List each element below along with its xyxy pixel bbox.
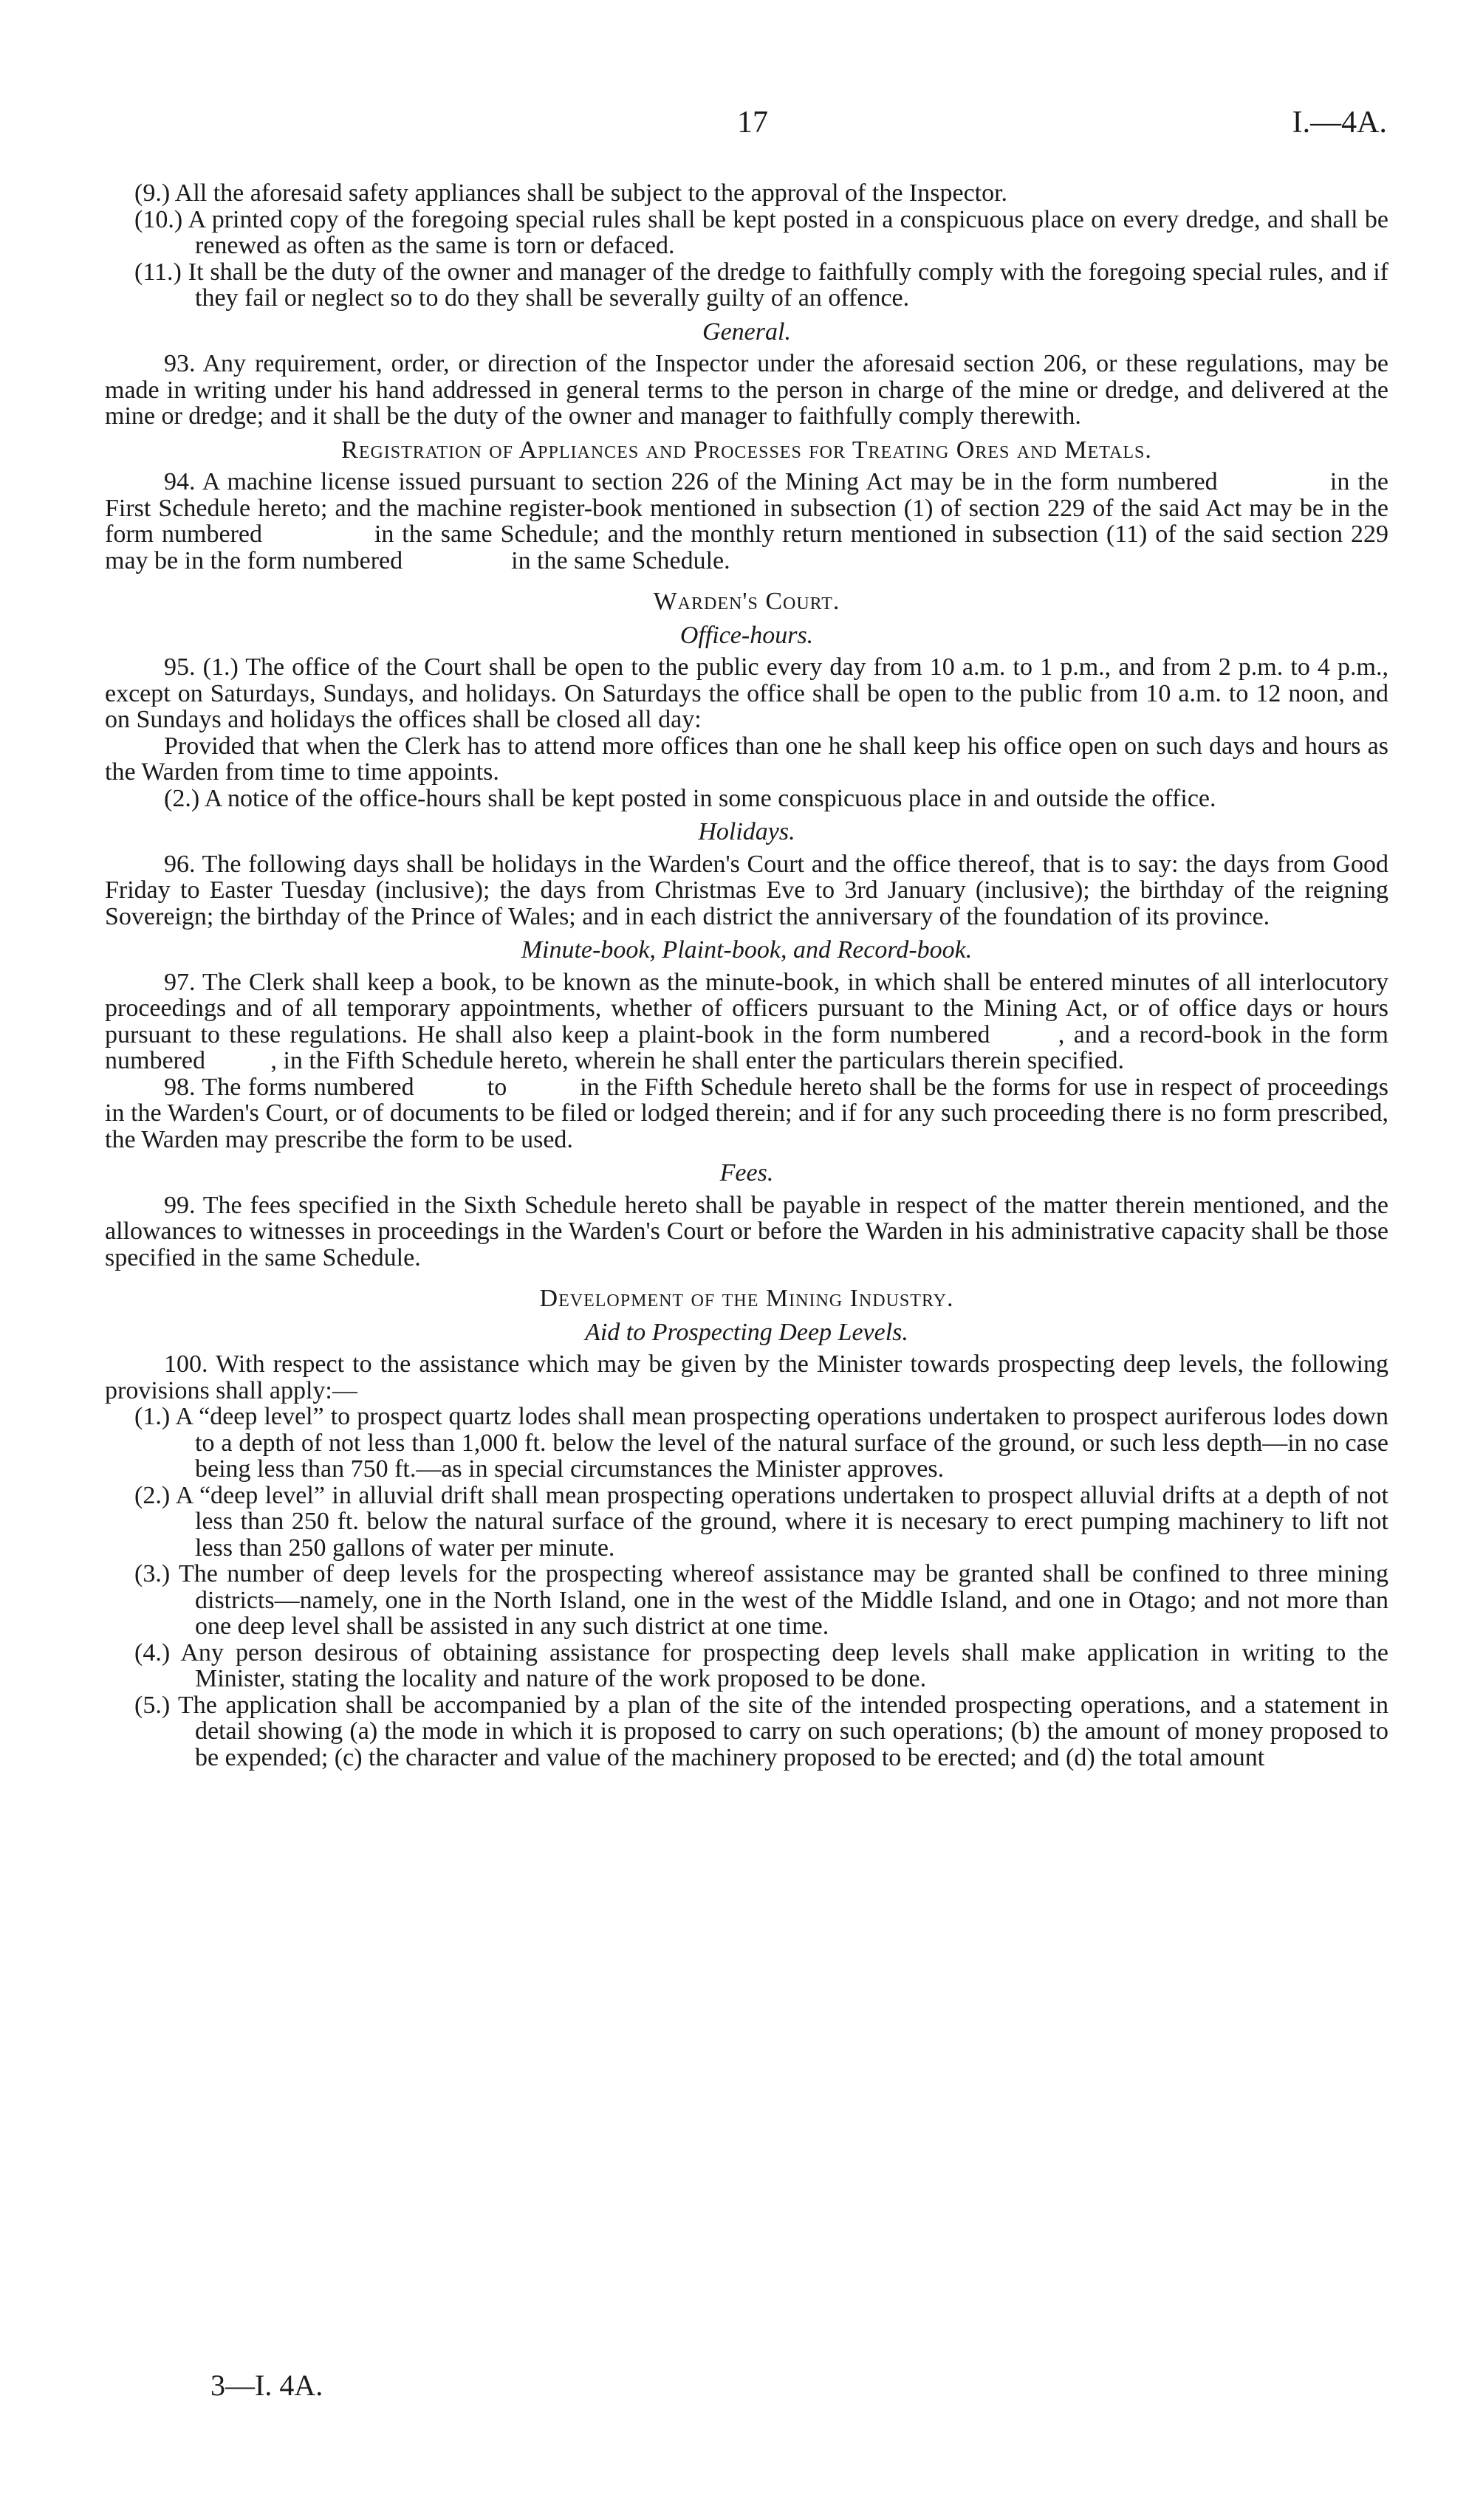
page-body <box>105 180 1388 1771</box>
paragraph-95-2: (2.) A notice of the office-hours shall be kept posted in some conspicuous place in and outside the office. <box>164 784 1216 812</box>
heading-holidays: Holidays. <box>698 818 795 845</box>
document-reference: I.—4A. <box>1292 106 1387 140</box>
paragraph-95-proviso: Provided that when the Clerk has to attend more offices than one he shall keep his office open on such days and hours as the Warden from time to time appoints. <box>105 732 1388 786</box>
provision-item-4: (4.) Any person desirous of obtaining assistance for prospecting deep levels shall make application in writing to the Minister, stating the locality and nature of the work proposed to be done. <box>134 1638 1388 1692</box>
heading-general: General. <box>702 317 791 346</box>
heading-office-hours: Office-hours. <box>679 621 814 649</box>
rule-item-11: (11.) It shall be the duty of the owner and manager of the dredge to faithfully comply with the foregoing special rules, and if they fail or neglect so to do they shall be severally guilty of an offence. <box>134 258 1388 312</box>
paragraph-98: 98. The forms numbered to in the Fifth Schedule hereto shall be the forms for use in respect of proceedings in the Warden's Court, or of documents to be filed or lodged therein; and if for any such proceeding there is no form prescribed, the Warden may prescribe the form to be used. <box>105 1073 1389 1153</box>
paragraph-96: 96. The following days shall be holidays in the Warden's Court and the office thereof, that is to say: the days from Good Friday to Easter Tuesday (inclusive); the days from Christmas Eve to 3rd January (inclusive); the birthday of the reigning Sovereign; the birthday of the Prince of Wales; and in each district the anniversary of the foundation of its province. <box>105 850 1388 930</box>
heading-development: Development of the Mining Industry. <box>539 1285 954 1312</box>
heading-registration: Registration of Appliances and Processes for Treating Ores and Metals. <box>341 436 1152 464</box>
provision-item-1: (1.) A “deep level” to prospect quartz lodes shall mean prospecting operations undertaken to prospect auriferous lodes down to a depth of not less than 1,000 ft. below the level of the natural surface of the ground, or such less depth—in no case being less than 750 ft.—as in special circumstances the Minister approves. <box>134 1403 1388 1483</box>
rule-item-10: (10.) A printed copy of the foregoing special rules shall be kept posted in a conspicuous place on every dredge, and shall be renewed as often as the same is torn or defaced. <box>134 205 1388 259</box>
heading-fees: Fees. <box>719 1159 774 1187</box>
provision-item-3: (3.) The number of deep levels for the prospecting whereof assistance may be granted shall be confined to three mining districts—namely, one in the North Island, one in the west of the Middle Island, and one in Otago; and not more than one deep level shall be assisted in any such district at one time. <box>134 1560 1388 1640</box>
signature-mark: 3—I. 4A. <box>210 2369 323 2402</box>
paragraph-100: 100. With respect to the assistance which may be given by the Minister towards prospecting deep levels, the following provisions shall apply:— <box>105 1350 1388 1404</box>
paragraph-95-1: 95. (1.) The office of the Court shall be open to the public every day from 10 a.m. to 1 p.m., and from 2 p.m. to 4 p.m., except on Saturdays, Sundays, and holidays. On Saturdays the office shall be open to the public from 10 a.m. to 12 noon, and on Sundays and holidays the offices shall be closed all day: <box>105 653 1388 733</box>
heading-minute-book: Minute-book, Plaint-book, and Record-book. <box>521 936 973 964</box>
page-number: 17 <box>737 106 768 140</box>
provision-item-2: (2.) A “deep level” in alluvial drift shall mean prospecting operations undertaken to prospect alluvial drifts at a depth of not less than 250 ft. below the natural surface of the ground, where it is necesary to erect pumping machinery to lift not less than 250 gallons of water per minute. <box>134 1481 1388 1562</box>
paragraph-93: 93. Any requirement, order, or direction of the Inspector under the aforesaid section 206, or these regulations, may be made in writing under his hand addressed in general terms to the person in charge of the mine or dredge, and delivered at the mine or dredge; and it shall be the duty of the owner and manager to faithfully comply therewith. <box>105 350 1388 430</box>
heading-wardens-court: Warden's Court. <box>653 588 840 615</box>
provision-item-5: (5.) The application shall be accompanied by a plan of the site of the intended prospecting operations, and a statement in detail showing (a) the mode in which it is proposed to carry on such operations; (b) the amount of money proposed to be expended; (c) the character and value of the machinery proposed to be erected; and (d) the total amount <box>134 1691 1388 1771</box>
rule-item-9: (9.) All the aforesaid safety appliances shall be subject to the approval of the Inspector. <box>134 179 1008 207</box>
paragraph-99: 99. The fees specified in the Sixth Schedule hereto shall be payable in respect of the matter therein mentioned, and the allowances to witnesses in proceedings in the Warden's Court or before the Warden in his administrative capacity shall be those specified in the same Schedule. <box>105 1191 1388 1271</box>
paragraph-94: 94. A machine license issued pursuant to section 226 of the Mining Act may be in the form numbered in the First Schedule hereto; and the machine register-book mentioned in subsection (1) of section 229 of the said Act may be in the form numbered in the same Schedule; and the monthly return mentioned in subsection (11) of the said section 229 may be in the form numbered in the same Schedule. <box>105 468 1389 574</box>
paragraph-97: 97. The Clerk shall keep a book, to be known as the minute-book, in which shall be entered minutes of all interlocutory proceedings and of all temporary appointments, whether of officers pursuant to the Mining Act, or of office days or hours pursuant to these regulations. He shall also keep a plaint-book in the form numbered , and a record-book in the form numbered , in the Fifth Schedule hereto, wherein he shall enter the particulars therein specified. <box>105 968 1388 1074</box>
heading-aid-deep-levels: Aid to Prospecting Deep Levels. <box>585 1318 908 1346</box>
